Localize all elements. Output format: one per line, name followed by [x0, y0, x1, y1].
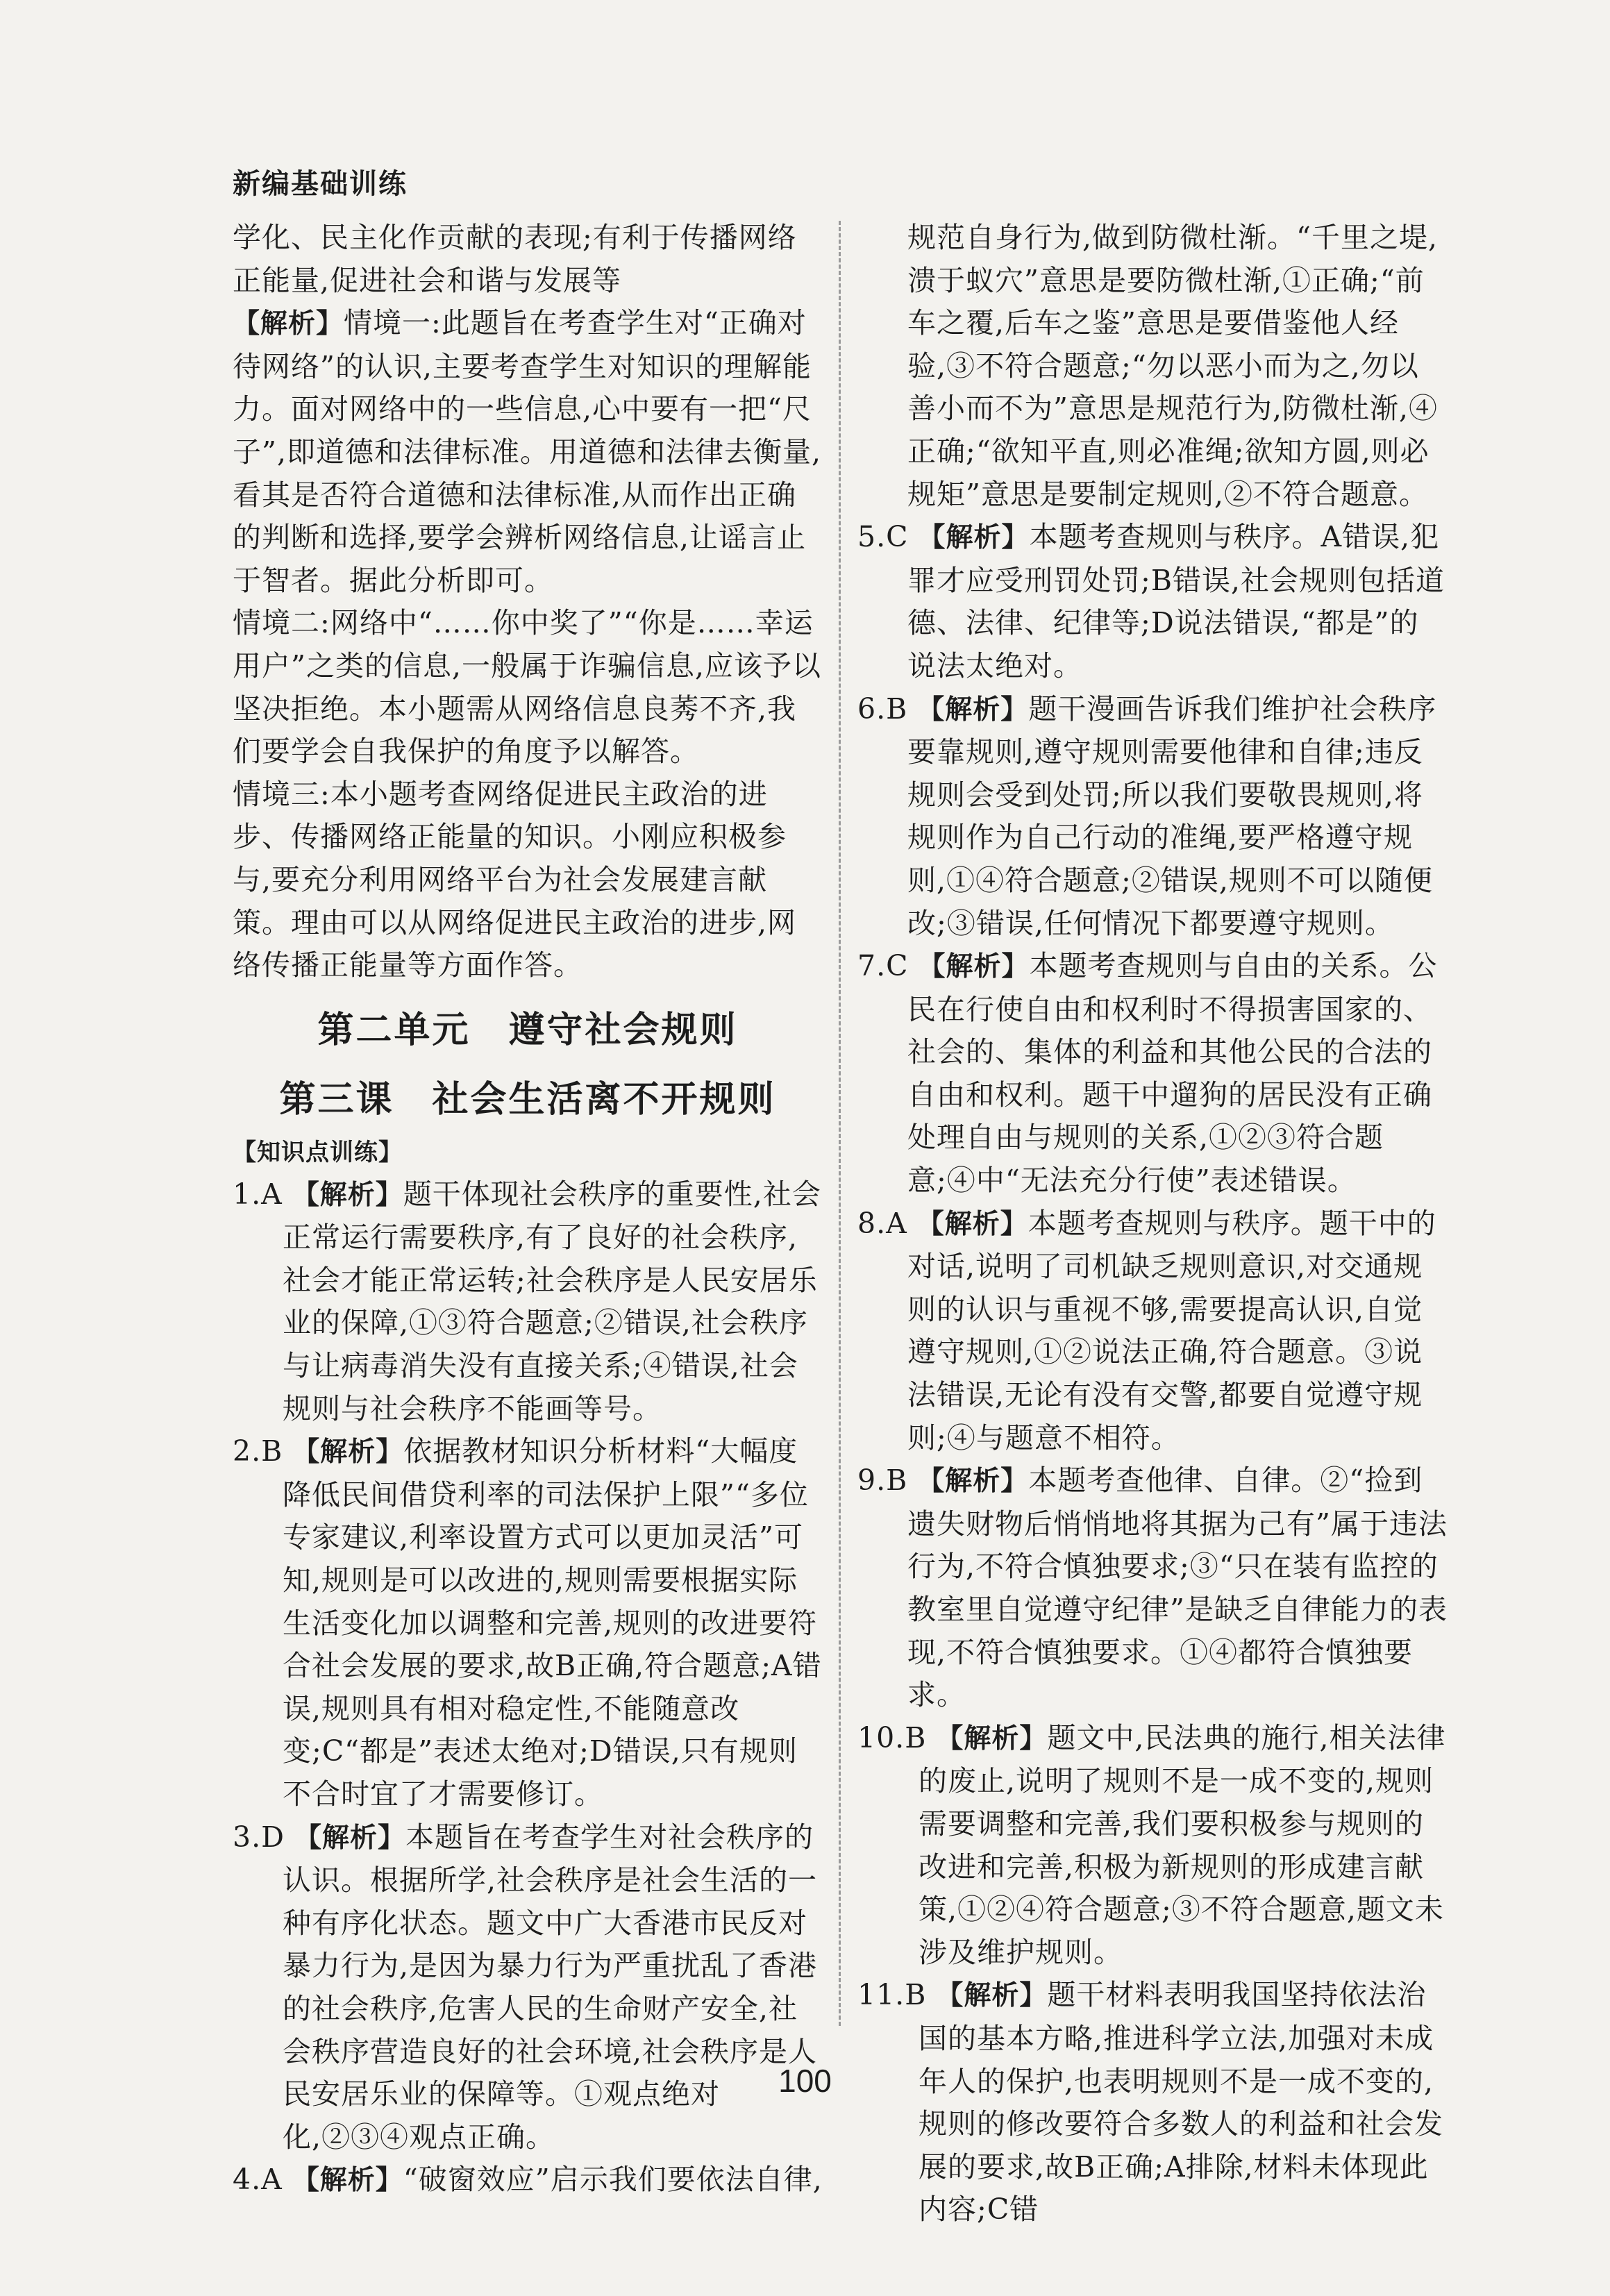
- page-number: 100: [778, 2063, 832, 2099]
- answer-number: 2.B: [233, 1434, 283, 1468]
- analysis-tag: 【解析】: [936, 1723, 1048, 1754]
- answer-item: [857, 1974, 1448, 2231]
- intro-continuation: 学化、民主化作贡献的表现;有利于传播网络正能量,促进社会和谐与发展等: [233, 221, 797, 297]
- answer-text: 题干漫画告诉我们维护社会秩序要靠规则,遵守规则需要他律和自律;违反规则会受到处罚;所以我们要敬畏规则,将规则作为自己行动的准绳,要严格遵守规则,①④符合题意;②错误,规则不可以随便改;③错误,任何情况下都要遵守规则。: [907, 692, 1437, 940]
- analysis-tag: 【解析】: [918, 522, 1030, 554]
- analysis-tag: 【解析】: [233, 308, 344, 340]
- answer-text: 本题考查他律、自律。②“捡到遗失财物后悄悄地将其据为己有”属于违法行为,不符合慎独要求;③“只在装有监控的教室里自觉遵守纪律”是缺乏自律能力的表现,不符合慎独要求。①④都符合慎独要求。: [907, 1464, 1448, 1712]
- answer-item: [233, 1173, 823, 1431]
- analysis-tag: 【解析】: [294, 1822, 406, 1854]
- answer-text: 本题旨在考查学生对社会秩序的认识。根据所学,社会秩序是社会生活的一种有序化状态。题文中广大香港市民反对暴力行为,是因为暴力行为严重扰乱了香港的社会秩序,危害人民的生命财产安全,社会秩序营造良好的社会环境,社会秩序是人民安居乐业的保障等。①观点绝对化,②③④观点正确。: [283, 1820, 818, 2154]
- answer-number: 11.B: [857, 1978, 927, 2012]
- answer-number: 10.B: [857, 1720, 927, 1754]
- answer-item: [857, 1203, 1448, 1460]
- analysis-paragraph: [233, 302, 823, 602]
- answer-number: 7.C: [857, 949, 909, 983]
- item-four-continuation: 规范自身行为,做到防微杜渐。“千里之堤,溃于蚁穴”意思是要防微杜渐,①正确;“前车之覆,后车之鉴”意思是要借鉴他人经验,③不符合题意;“勿以恶小而为之,勿以善小而不为”意思是规范行为,防微杜渐,④正确;“欲知平直,则必准绳;欲知方圆,则必规矩”意思是要制定规则,②不符合题意。: [907, 221, 1439, 511]
- analysis-text: 情境一:此题旨在考查学生对“正确对待网络”的认识,主要考查学生对知识的理解能力。面对网络中的一些信息,心中要有一把“尺子”,即道德和法律标准。用道德和法律去衡量,看其是否符合道德和法律标准,从而作出正确的判断和选择,要学会辨析网络信息,让谣言止于智者。据此分析即可。: [233, 306, 822, 597]
- analysis-tag: 【解析】: [916, 1208, 1028, 1240]
- answer-item: [857, 945, 1448, 1203]
- analysis-tag: 【解析】: [292, 2165, 403, 2197]
- answer-text: 题干材料表明我国坚持依法治国的基本方略,推进科学立法,加强对未成年人的保护,也表明规则不是一成不变的,规则的修改要符合多数人的利益和社会发展的要求,故B正确;A排除,材料未体现此内容;C错: [919, 1978, 1443, 2227]
- analysis-tag: 【解析】: [292, 1436, 404, 1468]
- section-label: 【知识点训练】: [233, 1138, 403, 1166]
- analysis-tag: 【解析】: [936, 1980, 1048, 2012]
- left-column: [233, 217, 823, 2202]
- answer-number: 1.A: [233, 1177, 283, 1211]
- analysis-tag: 【解析】: [918, 951, 1030, 983]
- answer-text: 本题考查规则与秩序。A错误,犯罪才应受刑罚处罚;B错误,社会规则包括道德、法律、纪律等;D说法错误,“都是”的说法太绝对。: [907, 520, 1445, 682]
- answer-text: 本题考查规则与自由的关系。公民在行使自由和权利时不得损害国家的、社会的、集体的利益和其他公民的合法的自由和权利。题干中遛狗的居民没有正确处理自由与规则的关系,①②③符合题意;④中“无法充分行使”表述错误。: [907, 949, 1438, 1198]
- unit-title: 第二单元 遵守社会规则: [317, 1009, 738, 1051]
- answer-item: [233, 1816, 823, 2159]
- answer-text: 题文中,民法典的施行,相关法律的废止,说明了规则不是一成不变的,规则需要调整和完善,我们要积极参与规则的改进和完善,积极为新规则的形成建言献策,①②④符合题意;③不符合题意,题文未涉及维护规则。: [919, 1720, 1446, 1969]
- column-divider: [839, 221, 841, 2026]
- answer-number: 6.B: [857, 692, 908, 726]
- answer-text: 依据教材知识分析材料“大幅度降低民间借贷利率的司法保护上限”“多位专家建议,利率设置方式可以更加灵活”可知,规则是可以改进的,规则需要根据实际生活变化加以调整和完善,规则的改进要符合社会发展的要求,故B正确,符合题意;A错误,规则具有相对稳定性,不能随意改变;C“都是”表述太绝对;D错误,只有规则不合时宜了才需要修订。: [283, 1434, 822, 1811]
- answer-item: [233, 2159, 823, 2202]
- analysis-tag: 【解析】: [917, 1466, 1029, 1498]
- answer-number: 8.A: [857, 1206, 907, 1240]
- answer-item: [857, 688, 1448, 946]
- answer-text: 本题考查规则与秩序。题干中的对话,说明了司机缺乏规则意识,对交通规则的认识与重视不够,需要提高认识,自觉遵守规则,①②说法正确,符合题意。③说法错误,无论有没有交警,都要自觉遵守规则;④与题意不相符。: [907, 1206, 1436, 1455]
- answer-item: [857, 1459, 1448, 1717]
- answer-text: “破窗效应”启示我们要依法自律,: [403, 2163, 823, 2197]
- situation-two: 情境二:网络中“……你中奖了”“你是……幸运用户”之类的信息,一般属于诈骗信息,应该予以坚决拒绝。本小题需从网络信息良莠不齐,我们要学会自我保护的角度予以解答。: [233, 606, 822, 769]
- answer-number: 9.B: [857, 1464, 908, 1498]
- analysis-tag: 【解析】: [917, 694, 1029, 726]
- answer-item: [857, 1717, 1448, 1975]
- book-title-header: 新编基础训练: [233, 168, 408, 200]
- answer-item: [857, 516, 1448, 687]
- right-column: [857, 217, 1448, 2231]
- answer-item: [233, 1430, 823, 1816]
- answer-number: 5.C: [857, 520, 909, 554]
- answer-text: 题干体现社会秩序的重要性,社会正常运行需要秩序,有了良好的社会秩序,社会才能正常运转;社会秩序是人民安居乐业的保障,①③符合题意;②错误,社会秩序与让病毒消失没有直接关系;④错误,社会规则与社会秩序不能画等号。: [283, 1177, 821, 1425]
- analysis-tag: 【解析】: [292, 1179, 403, 1211]
- answer-number: 3.D: [233, 1820, 285, 1854]
- lesson-title: 第三课 社会生活离不开规则: [279, 1078, 776, 1121]
- answer-number: 4.A: [233, 2163, 283, 2197]
- situation-three: 情境三:本小题考查网络促进民主政治的进步、传播网络正能量的知识。小刚应积极参与,要充分利用网络平台为社会发展建言献策。理由可以从网络促进民主政治的进步,网络传播正能量等方面作答。: [233, 777, 797, 982]
